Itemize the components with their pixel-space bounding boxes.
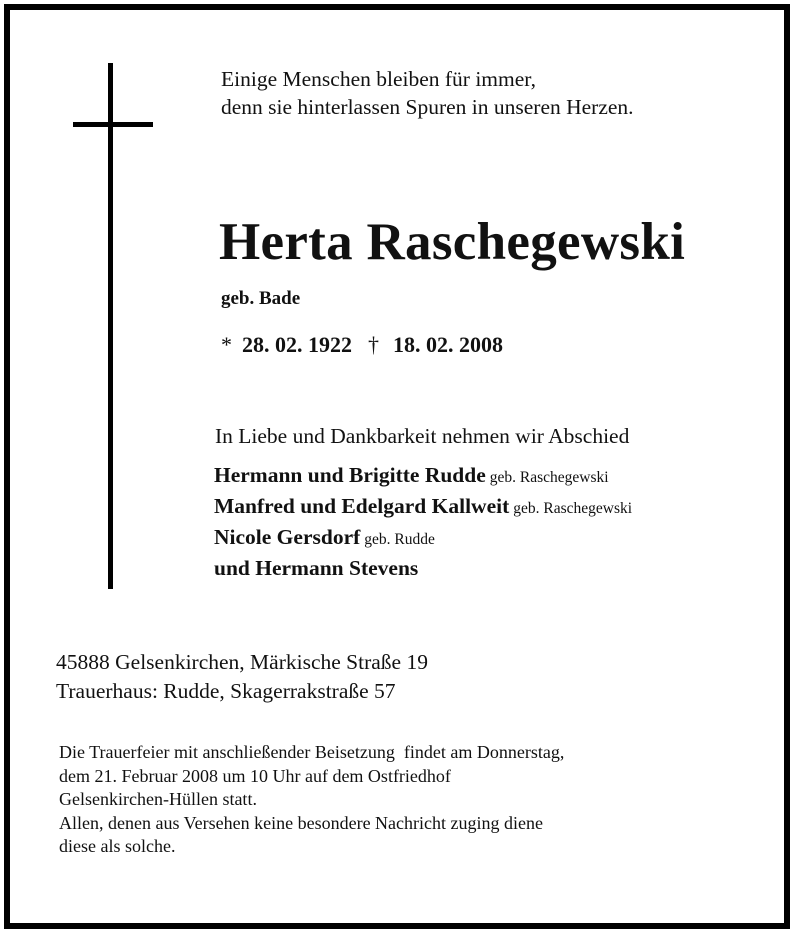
birth-name: geb. Bade [221, 288, 301, 309]
birth-star-icon: * [221, 332, 232, 357]
mourner-item [214, 492, 632, 523]
funeral-notice [59, 741, 564, 859]
mourner-name: Manfred und Edelgard Kallweit [214, 494, 510, 518]
deceased-name: Herta Raschegewski [219, 213, 686, 271]
motto-line: Einige Menschen bleiben für immer, [221, 67, 536, 91]
notice-line: Die Trauerfeier mit anschließender Beisetzung findet am Donnerstag, [59, 742, 565, 762]
mourner-item [214, 461, 632, 492]
notice-line: Gelsenkirchen-Hüllen statt. [59, 789, 257, 809]
notice-line: dem 21. Februar 2008 um 10 Uhr auf dem Ostfriedhof [59, 765, 451, 786]
cross-icon-bar [73, 122, 153, 127]
mourner-maiden-name: geb. Raschegewski [513, 500, 633, 517]
mourner-item [214, 523, 632, 554]
notice-line: Allen, denen aus Versehen keine besondere Nachricht zuging diene [59, 812, 543, 833]
farewell-line: In Liebe und Dankbarkeit nehmen wir Abschied [215, 424, 630, 448]
address-line: Trauerhaus: Rudde, Skagerrakstraße 57 [56, 679, 396, 703]
mourner-name: Nicole Gersdorf [214, 525, 361, 549]
mourners-list [214, 461, 632, 585]
life-dates [221, 332, 503, 358]
notice-line: diese als solche. [59, 836, 176, 856]
address-line: 45888 Gelsenkirchen, Märkische Straße 19 [56, 650, 428, 674]
mourner-maiden-name: geb. Rudde [364, 531, 435, 548]
address-block [56, 648, 428, 706]
mourner-item [214, 554, 632, 585]
motto-line: denn sie hinterlassen Spuren in unseren Herzen. [221, 95, 634, 119]
mourner-name: Hermann und Brigitte Rudde [214, 463, 486, 487]
mourner-name: und Hermann Stevens [214, 556, 419, 580]
mourner-maiden-name: geb. Raschegewski [489, 469, 609, 486]
death-cross-icon: † [368, 332, 379, 357]
cross-icon [108, 63, 113, 589]
motto [221, 65, 634, 121]
birth-date: 28. 02. 1922 [242, 332, 352, 357]
death-date: 18. 02. 2008 [393, 332, 503, 357]
